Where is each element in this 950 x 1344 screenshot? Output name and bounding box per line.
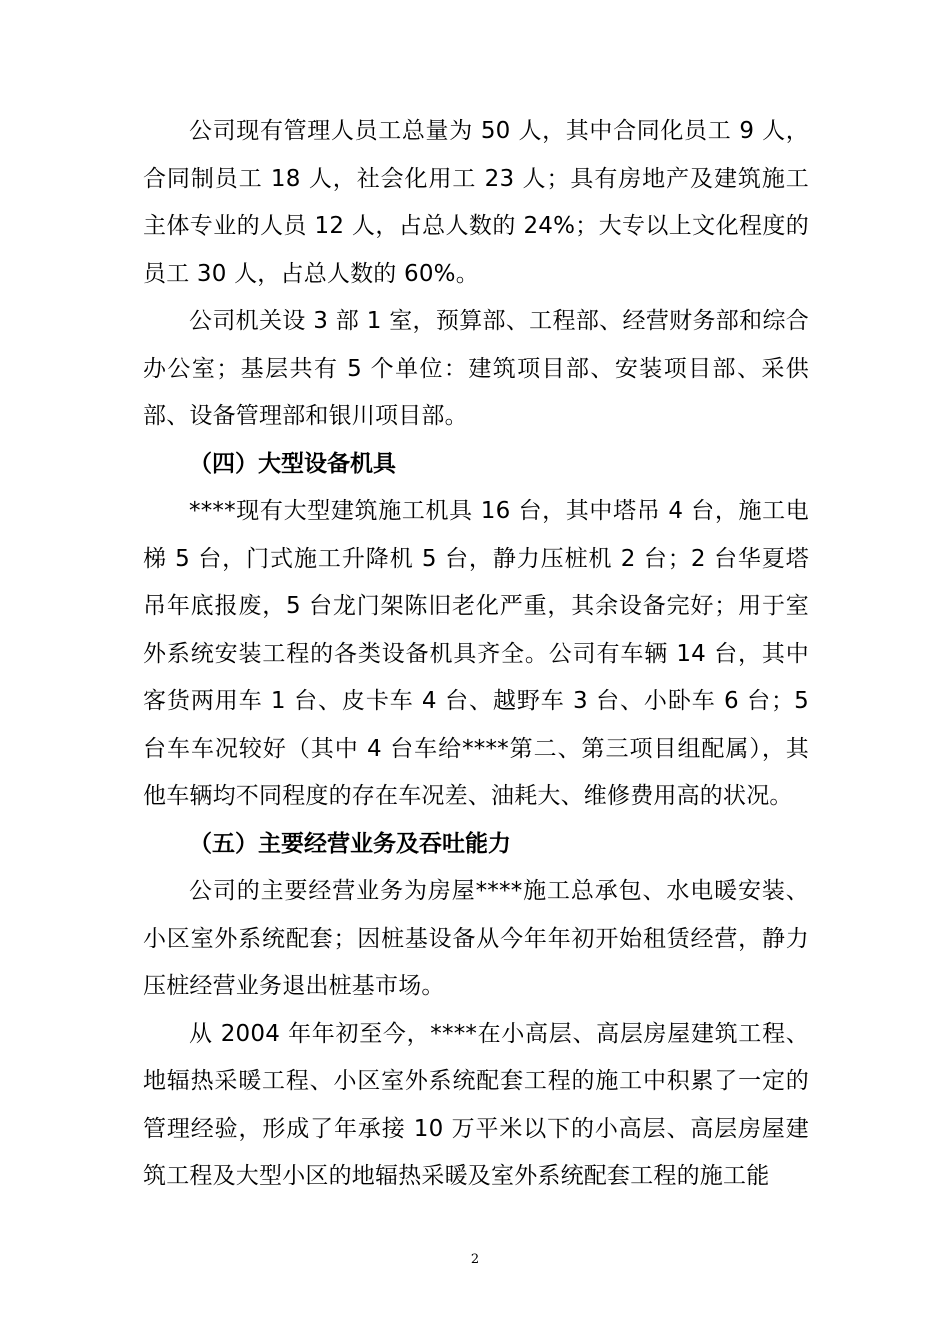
- paragraph-capacity: 从 2004 年年初至今，****在小高层、高层房屋建筑工程、地辐热采暖工程、小区室外系统配套工程的施工中积累了一定的管理经验，形成了年承接 10 万平米以下的小高层、高层房屋建筑工程及大型小区的地辐热采暖及室外系统配套工程的施工能: [143, 1020, 809, 1189]
- paragraph-business: 公司的主要经营业务为房屋****施工总承包、水电暖安装、小区室外系统配套；因桩基设备从今年年初开始租赁经营，静力压桩经营业务退出桩基市场。: [143, 878, 809, 999]
- section-heading-equipment: （四）大型设备机具: [189, 450, 396, 477]
- page-number: 2: [470, 1252, 480, 1267]
- section-heading-business: （五）主要经营业务及吞吐能力: [189, 830, 511, 857]
- paragraph-equipment: ****现有大型建筑施工机具 16 台，其中塔吊 4 台，施工电梯 5 台，门式施工升降机 5 台，静力压桩机 2 台；2 台华夏塔吊年底报废，5 台龙门架陈旧老化严重，其余设备完好；用于室外系统安装工程的各类设备机具齐全。公司有车辆 14 台，其中客货两用车 1 台、皮卡车 4 台、越野车 3 台、小卧车 6 台；5 台车车况较好（其中 4 台车给****第二、第三项目组配属），其他车辆均不同程度的存在车况差、油耗大、维修费用高的状况。: [143, 498, 809, 809]
- paragraph-organization: 公司机关设 3 部 1 室，预算部、工程部、经营财务部和综合办公室；基层共有 5 个单位：建筑项目部、安装项目部、采供部、设备管理部和银川项目部。: [143, 308, 809, 429]
- paragraph-staff: 公司现有管理人员工总量为 50 人，其中合同化员工 9 人，合同制员工 18 人，社会化用工 23 人；具有房地产及建筑施工主体专业的人员 12 人，占总人数的 24%；大专以上文化程度的员工 30 人，占总人数的 60%。: [143, 118, 809, 287]
- document-body: [143, 108, 809, 1201]
